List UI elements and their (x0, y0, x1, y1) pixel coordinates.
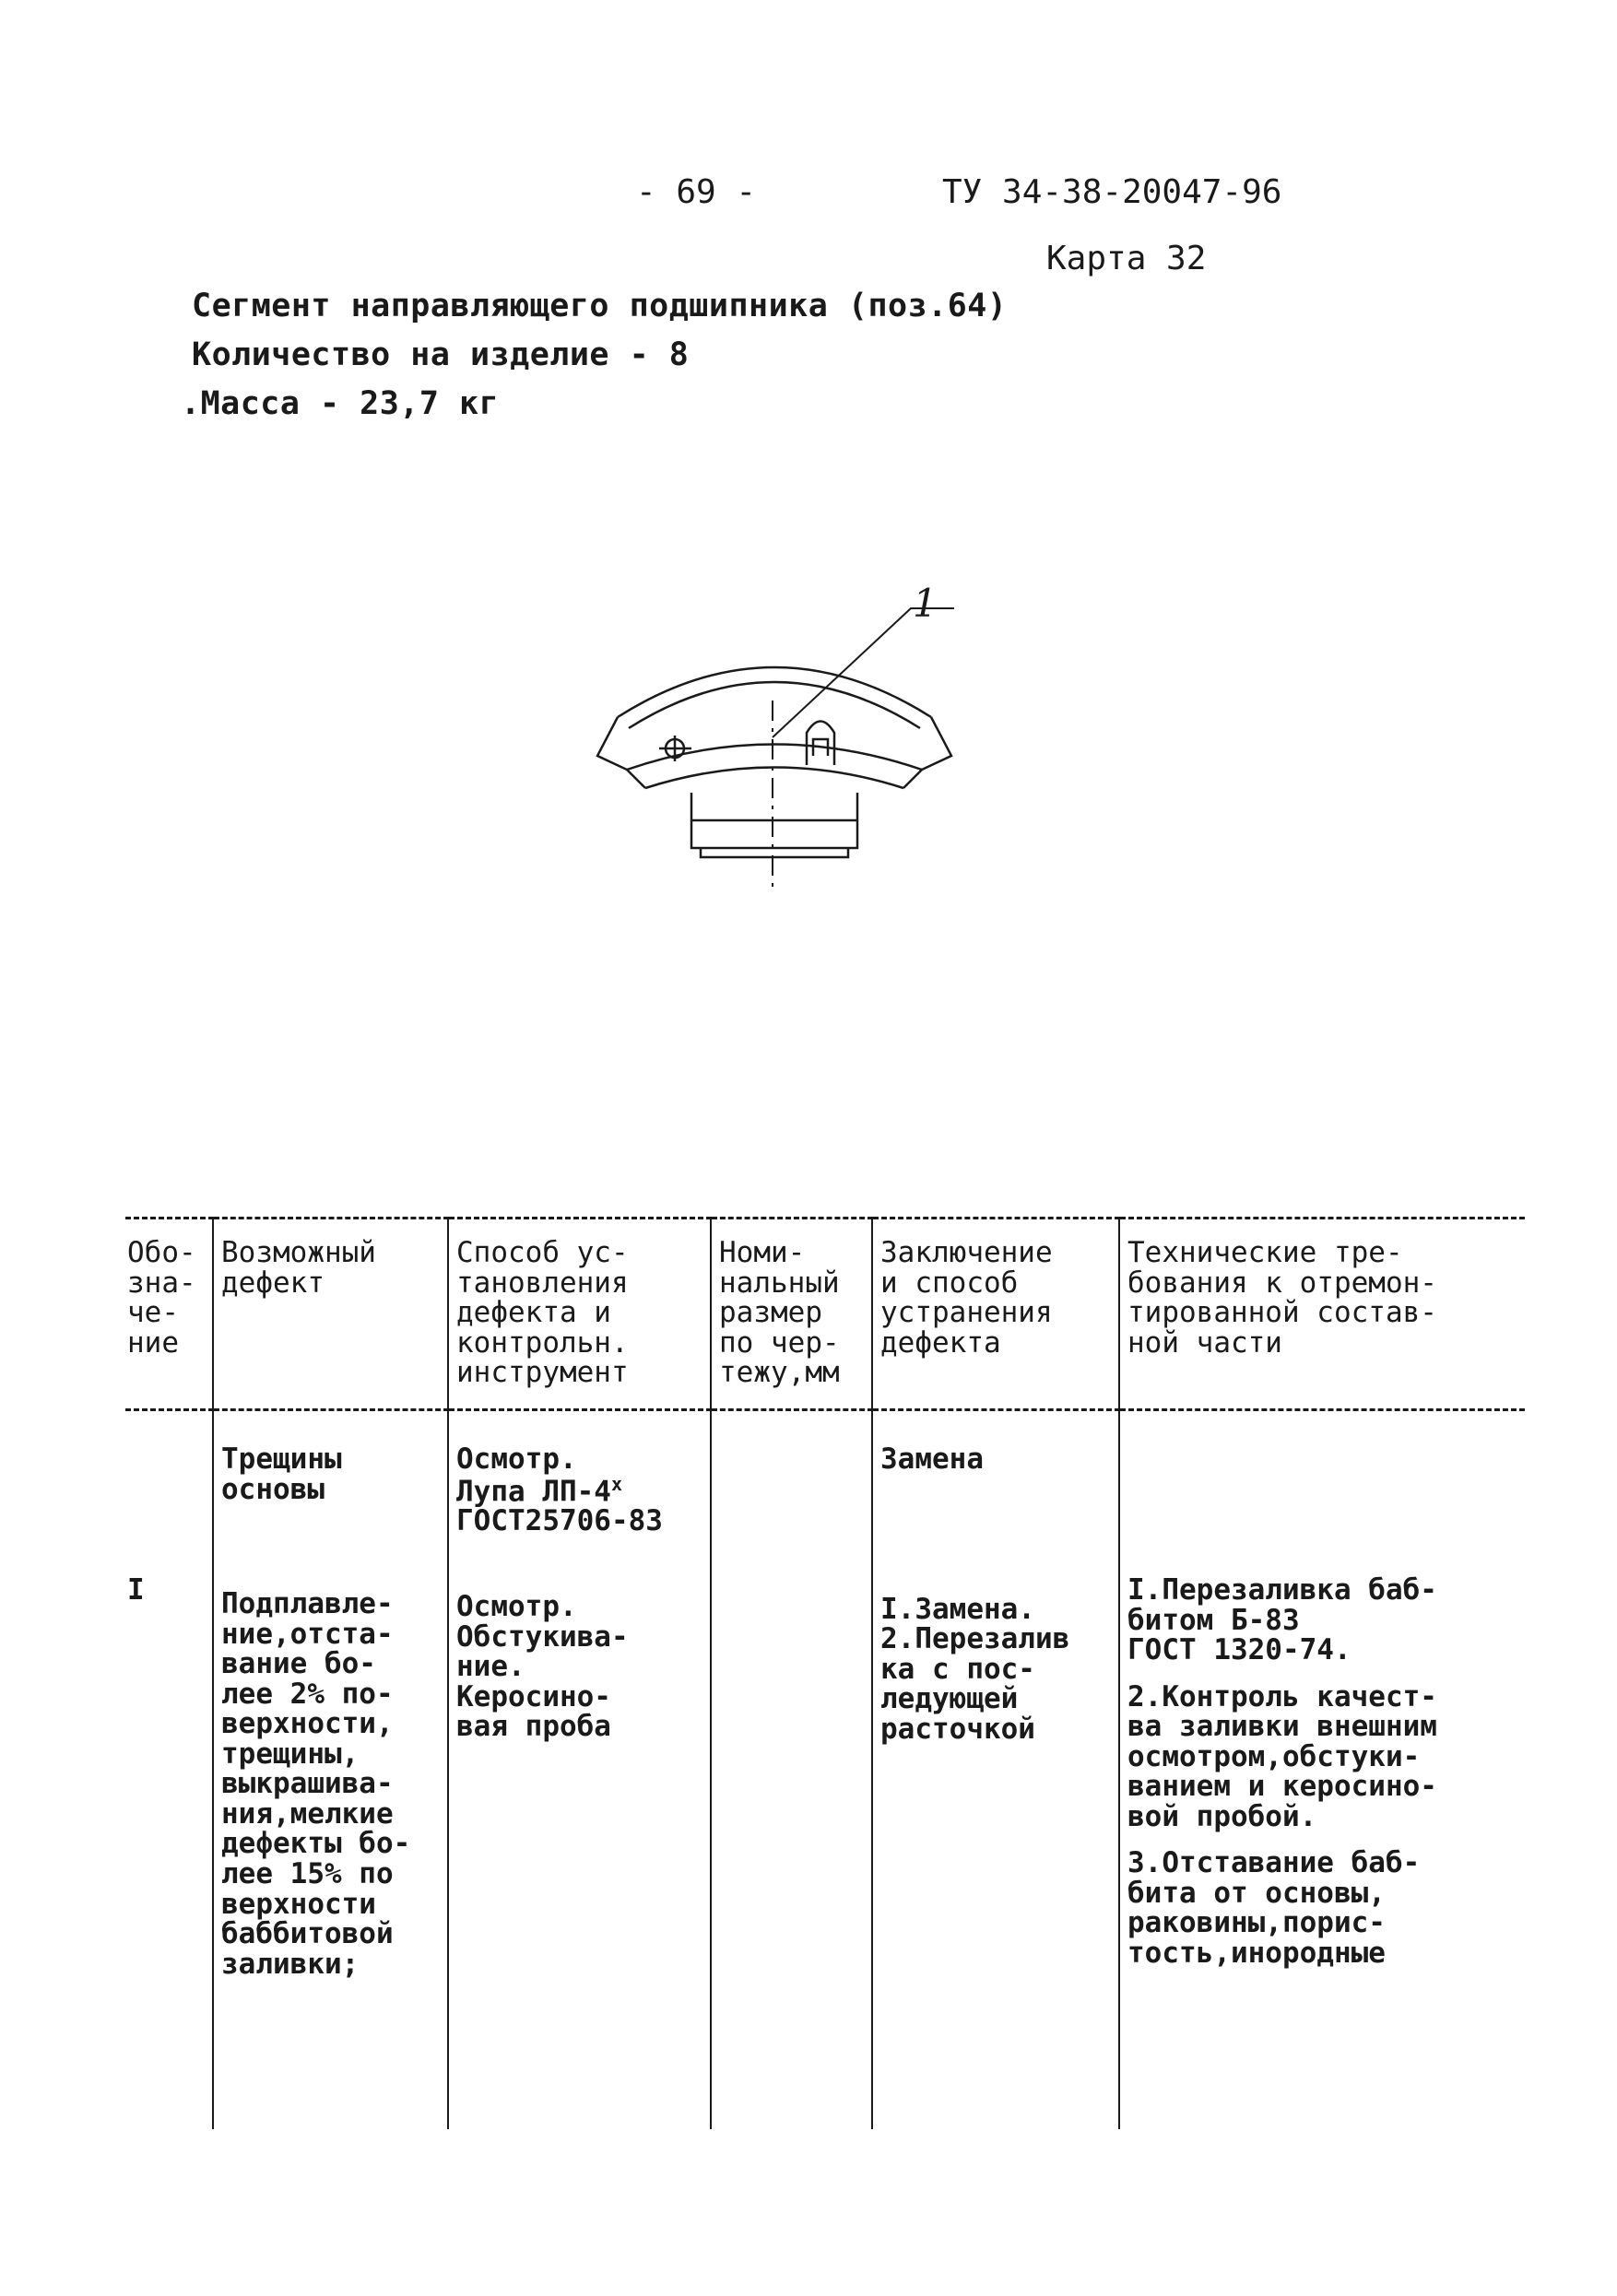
header-designation: Обо- зна- че- ние (125, 1219, 213, 1410)
header-method: Способ ус- тановления дефекта и контрольн. инструмент (448, 1219, 711, 1410)
part-mass: .Масса - 23,7 кг (181, 385, 500, 422)
bearing-segment-drawing (572, 581, 996, 894)
row2-defect: Подплавле- ние,отста- вание бо- лее 2% по- верхности, трещины, выкрашива- ния,мелкие дефекты бо- лее 15% по верхности баббитовой заливки; (221, 1587, 411, 1981)
requirement-1: I.Перезаливка баб- битом Б-83 ГОСТ 1320-74. (1127, 1573, 1437, 1667)
cell-requirements (1119, 1410, 1525, 2129)
cell-nominal-size (711, 1410, 872, 2129)
table-row (125, 1410, 1525, 2129)
document-code: ТУ 34-38-20047-96 (942, 173, 1282, 211)
requirement-3: 3.Отставание баб- бита от основы, раковины,порис- тость,инородные (1127, 1846, 1421, 1971)
card-number: Карта 32 (1046, 240, 1207, 277)
table-header-row (125, 1219, 1525, 1410)
cell-defect: Трещины основы Подплавле- ние,отста- вание бо- лее 2% по- верхности, трещины, выкрашива- ния,мелкие дефекты бо- лее 15% по верхности баббитовой заливки; (213, 1410, 448, 2129)
cell-method: Осмотр. Лупа $ЛП-4^х$ ГОСТ25706-83 Осмотр. Обстукива- ние. Керосино- вая проба (448, 1410, 711, 2129)
page-number: - 69 - (636, 173, 757, 211)
header-requirements: Технические тре- бования к отремон- тированной состав- ной части (1119, 1219, 1525, 1410)
callout-label: 1 (913, 581, 938, 626)
part-name: Сегмент направляющего подшипника (поз.64) (192, 288, 1008, 324)
row2-conclusion: I.Замена. 2.Перезалив ка с пос- ледующей расточкой (880, 1592, 1070, 1746)
header-conclusion: Заключение и способ устранения дефекта (872, 1219, 1119, 1410)
defects-table (125, 1217, 1525, 2129)
part-quantity: Количество на изделие - 8 (192, 336, 690, 373)
requirement-2: 2.Контроль качест- ва заливки внешним осмотром,обстуки- ванием и керосино- вой пробой. (1127, 1679, 1437, 1833)
cell-designation (125, 1410, 213, 2129)
row2-method: Осмотр. Обстукива- ние. Керосино- вая проба (456, 1589, 629, 1744)
header-defect: Возможный дефект (213, 1219, 448, 1410)
row2-designation: I (127, 1573, 145, 1607)
header-nominal-size: Номи- нальный размер по чер- тежу,мм (711, 1219, 872, 1410)
cell-conclusion: Замена I.Замена. 2.Перезалив ка с пос- ледующей расточкой (872, 1410, 1119, 2129)
